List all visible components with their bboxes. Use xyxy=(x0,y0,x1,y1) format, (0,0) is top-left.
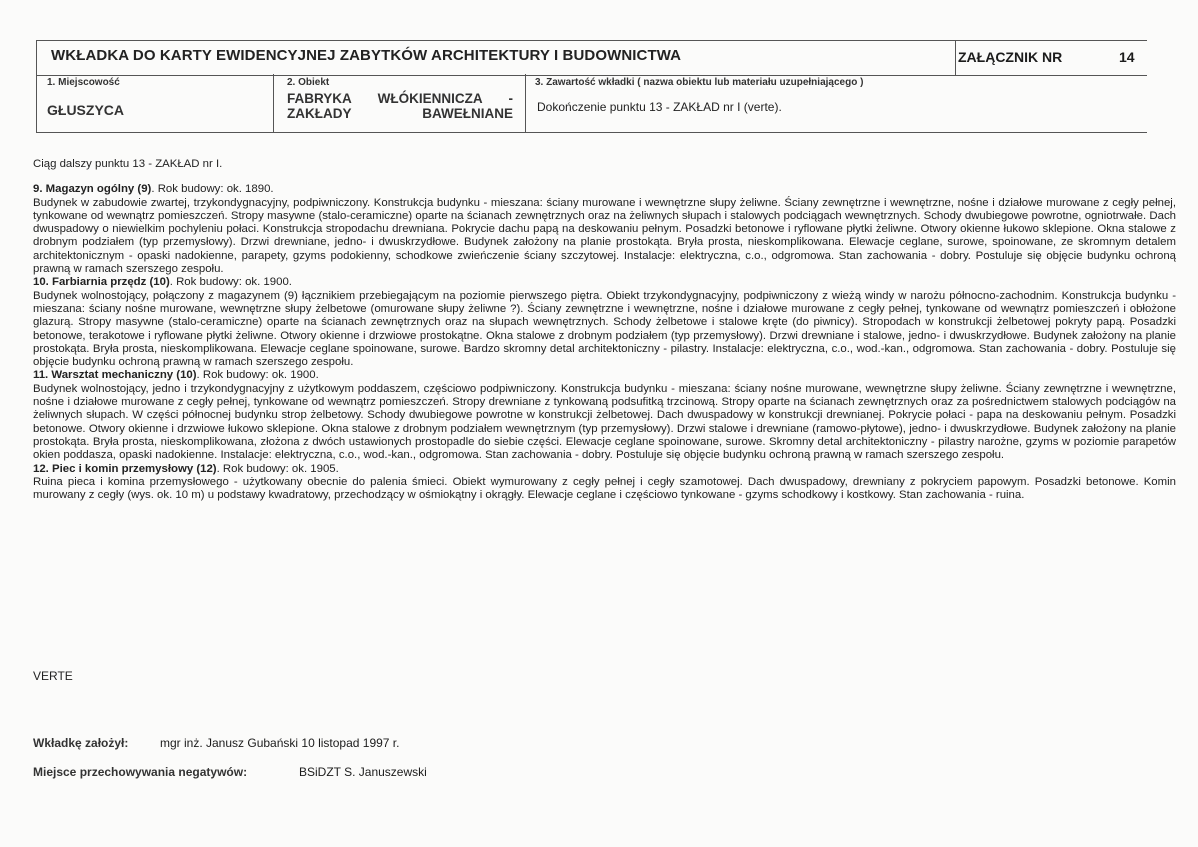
storage-label: Miejsce przechowywania negatywów: xyxy=(33,765,248,779)
section-year: . Rok budowy: ok. 1905. xyxy=(216,462,339,475)
section-text: Budynek w zabudowie zwartej, trzykondygnacyjny, podpiwniczony. Konstrukcja budynku - mieszana: ściany murowane i wewnętrzne słupy żeliwne. Ściany zewnętrzne i wewnętrzne, nośne i działowe murowane z cegły pełnej, tynkowane od wewnątrz pomieszczeń. Stropy masywne (stalo-ceramiczne) oparte na ścianach zewnętrznych oraz na żeliwnych słupach i stalowych podciągach wewnętrznych. Schody dwubiegowe powrotne, ogniotrwałe. Dach dwuspadowy o niewielkim pochyleniu połaci. Konstrukcja stropodachu drewniana. Pokrycie dachu papą na deskowaniu pełnym. Posadzki betonowe i ryflowane płytki żeliwne. Otwory okienne łukowo sklepione. Okna stalowe z drobnym podziałem (typ przemysłowy). Drzwi drewniane, jedno- i dwuskrzydłowe. Budynek założony na planie prostokąta. Bryła prosta, nieskomplikowana. Elewacje ceglane, surowe, spoinowane, ze skromnym detalem architektonicznym - opaski nadokienne, parapety, gzyms podokienny, schodkowe zwieńczenie ściany szczytowej. Instalacje: elektryczna, c.o., odgromowa. Stan zachowania - dobry. Postuluje się objęcie budynku ochroną prawną w ramach szerszego zespołu. xyxy=(33,196,1176,276)
fields-row xyxy=(36,74,1147,133)
section-heading xyxy=(33,369,1176,382)
storage-line xyxy=(33,765,633,779)
section-title: 9. Magazyn ogólny (9) xyxy=(33,183,152,196)
section-year: . Rok budowy: ok. 1900. xyxy=(196,369,319,382)
author-value: mgr inż. Janusz Gubański 10 listopad 1997 r. xyxy=(160,736,400,750)
section-year: . Rok budowy: ok. 1900. xyxy=(169,276,292,289)
object-value: FABRYKA WŁÓKIENNICZA - ZAKŁADY BAWEŁNIANE xyxy=(287,91,513,121)
locality-cell xyxy=(37,74,274,132)
section-text: Ruina pieca i komina przemysłowego - użytkowany obecnie do palenia śmieci. Obiekt wymurowany z cegły pełnej i cegły szamotowej. Dach dwuspadowy, drewniany z pokryciem papowym. Posadzki betonowe. Komin murowany z cegły (wys. ok. 10 m) u podstawy kwadratowy, przechodzący w ośmiokątny i okrągły. Elewacje ceglane i częściowo tynkowane - gzyms schodkowy i kostkowy. Stan zachowania - ruina. xyxy=(33,475,1176,502)
document-body xyxy=(33,158,1176,502)
locality-value: GŁUSZYCA xyxy=(47,102,124,118)
content-cell xyxy=(525,74,1147,132)
annex-box xyxy=(955,41,1148,75)
section-text: Budynek wolnostojący, połączony z magazynem (9) łącznikiem przebiegającym na poziomie pierwszego piętra. Obiekt trzykondygnacyjny, podpiwniczony z wieżą windy w narożu północno-zachodnim. Konstrukcja budynku - mieszana: ściany nośne murowane, wewnętrzne słupy żelbetowe (omurowane słupy żeliwne ?). Ściany zewnętrzne i wewnętrzne, nośne i działowe murowane z cegły pełnej, tynkowane od wewnątrz pomieszczeń i obłożone glazurą. Stropy masywne (stalo-ceramiczne) oparte na ścianach zewnętrznych oraz na słupach wewnętrznych. Schody żelbetowe i stalowe kręte (do piwnicy). Stropodach w konstrukcji żelbetowej pokryty papą. Posadzki betonowe, terakotowe i ryflowane płytki żeliwne. Otwory okienne i drzwiowe prostokątne. Okna stalowe z drobnym podziałem (typ przemysłowy). Drzwi drewniane i stalowe, jedno- i dwuskrzydłowe. Budynek założony na planie prostokąta. Bryła prosta, nieskomplikowana. Elewacje ceglane spoinowane, surowe. Bardzo skromny detal architektoniczny - pilastry. Instalacje: elektryczna, c.o., wod.-kan., odgromowa. Stan zachowania - dobry. Postuluje się objęcie budynku ochroną prawną w ramach szerszego zespołu. xyxy=(33,289,1176,369)
object-label: 2. Obiekt xyxy=(287,77,330,88)
annex-number: 14 xyxy=(1119,49,1135,65)
section-heading xyxy=(33,463,1176,476)
object-cell xyxy=(273,74,526,132)
document-title: WKŁADKA DO KARTY EWIDENCYJNEJ ZABYTKÓW ARCHITEKTURY I BUDOWNICTWA xyxy=(51,47,682,64)
annex-label: ZAŁĄCZNIK NR xyxy=(958,49,1063,65)
verte-note: VERTE xyxy=(33,669,73,683)
content-value: Dokończenie punktu 13 - ZAKŁAD nr I (verte). xyxy=(537,100,782,114)
section-title: 11. Warsztat mechaniczny (10) xyxy=(33,369,197,382)
header-bar xyxy=(36,40,1147,76)
storage-value: BSiDZT S. Januszewski xyxy=(299,765,427,779)
author-label: Wkładkę założył: xyxy=(33,736,129,750)
locality-label: 1. Miejscowość xyxy=(47,77,120,88)
author-line xyxy=(33,736,633,750)
section-heading xyxy=(33,183,1176,196)
intro-line: Ciąg dalszy punktu 13 - ZAKŁAD nr I. xyxy=(33,158,223,170)
section-title: 12. Piec i komin przemysłowy (12) xyxy=(33,462,217,475)
content-label: 3. Zawartość wkładki ( nazwa obiektu lub materiału uzupełniającego ) xyxy=(535,77,864,88)
section-text: Budynek wolnostojący, jedno i trzykondygnacyjny z użytkowym poddaszem, częściowo podpiwniczony. Konstrukcja budynku - mieszana: ściany nośne murowane, wewnętrzne słupy żeliwne. Ściany zewnętrzne i wewnętrzne, nośne i działowe murowane z cegły pełnej, tynkowane od wewnątrz pomieszczeń. Stropy drewniane z tynkowaną podsufitką trzcinową. Stropy oparte na ścianach zewnętrznych oraz za pośrednictwem stalowych podciągów na żeliwnych słupach. W części północnej budynku strop żelbetowy. Schody dwubiegowe powrotne w konstrukcji żelbetowej. Dach dwuspadowy w konstrukcji drewnianej. Pokrycie połaci - papa na deskowaniu pełnym. Posadzki betonowe. Otwory okienne i drzwiowe łukowo sklepione. Okna stalowe z drobnym podziałem wewnętrznym (typ przemysłowy). Drzwi stalowe i drewniane (ramowo-płytowe), jedno- i dwuskrzydłowe. Budynek założony na planie prostokąta. Bryła prosta, nieskomplikowana, złożona z dwóch ustawionych prostopadle do siebie części. Elewacje ceglane spoinowane, surowe. Skromny detal architektoniczny - pilastry narożne, gzyms w poziomie parapetów okien poddasza, opaski nadokienne. Instalacje: elektryczna, c.o., wod.-kan., odgromowa. Stan zachowania - dobry. Postuluje się objęcie budynku ochroną prawną w ramach szerszego zespołu. xyxy=(33,382,1176,462)
section-heading xyxy=(33,276,1176,289)
section-year: . Rok budowy: ok. 1890. xyxy=(151,183,274,196)
section-title: 10. Farbiarnia przędz (10) xyxy=(33,276,170,289)
